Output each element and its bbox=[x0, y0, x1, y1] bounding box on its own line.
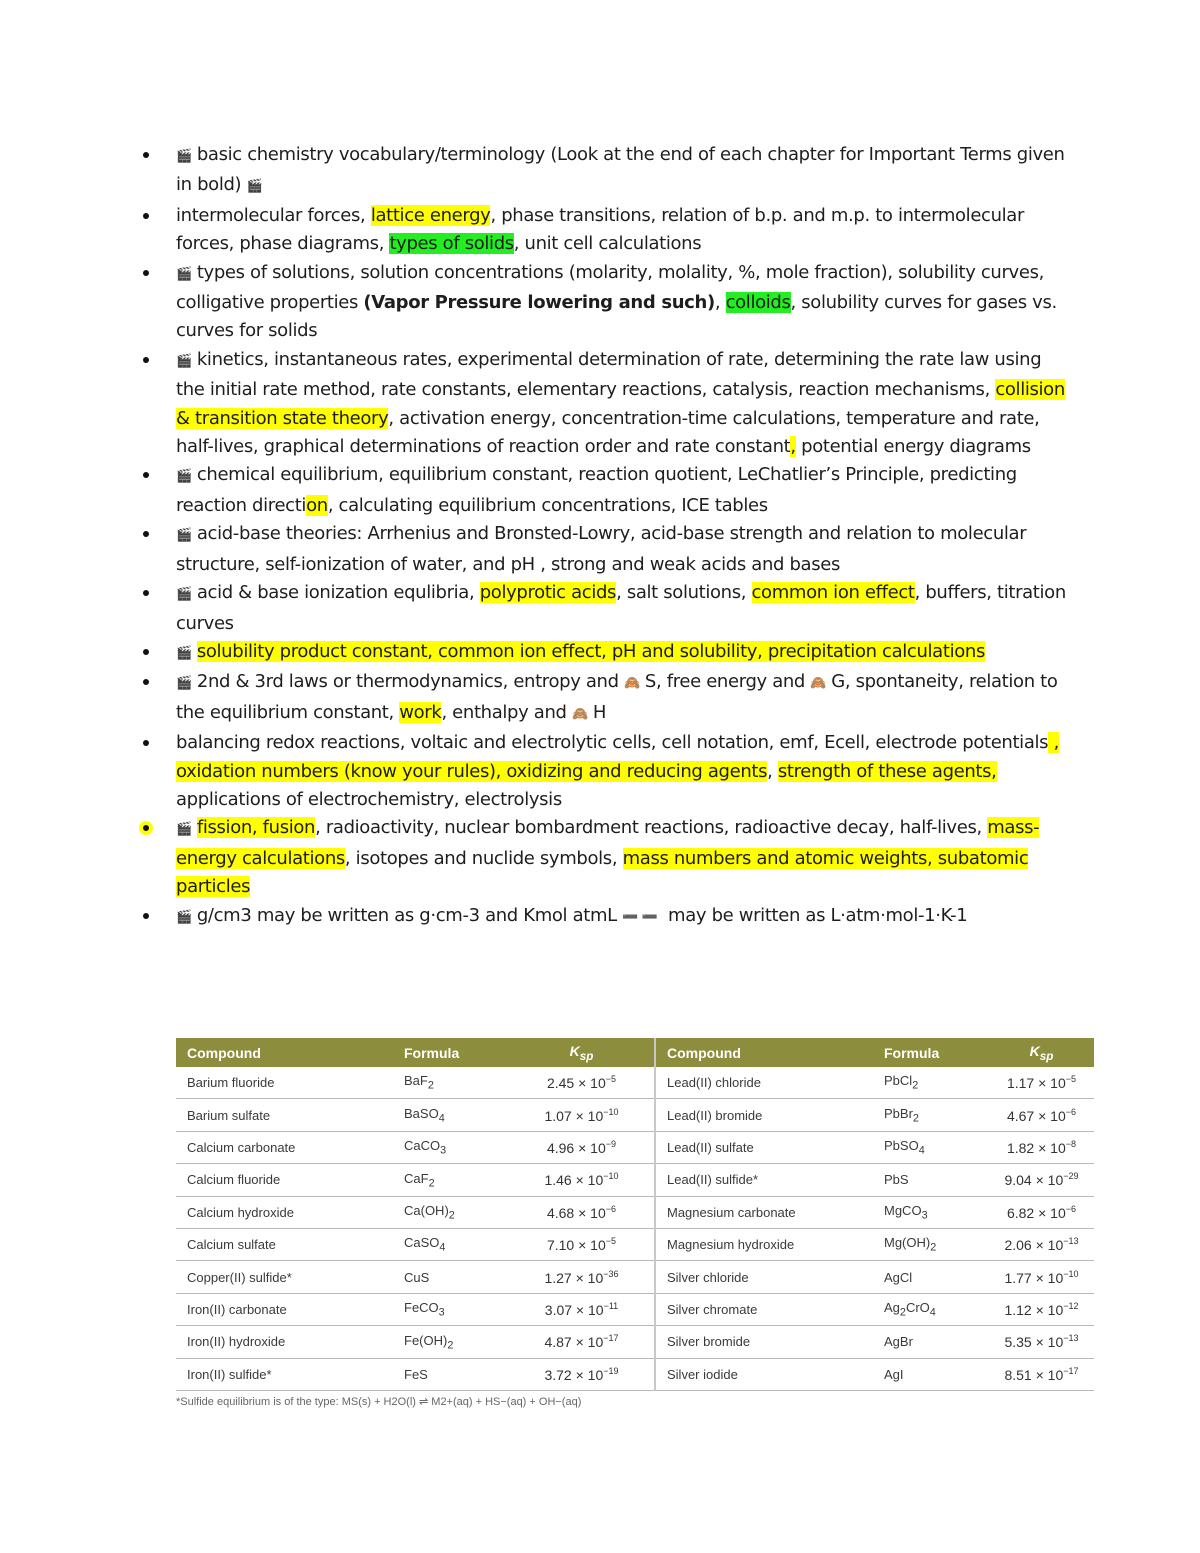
compound-name: Barium fluoride bbox=[176, 1067, 393, 1099]
bullet-icon bbox=[143, 213, 149, 219]
topic-text: acid-base theories: Arrhenius and Bronsted-Lowry, acid-base strength and relation to molecular structure, self-ionization of water, and pH , strong and weak acids and bases bbox=[176, 523, 1027, 575]
table-row bbox=[176, 1293, 1094, 1325]
topic-text: types of solutions, solution concentrations (molarity, molality, %, mole fraction), solubility curves, colligative properties bbox=[176, 261, 1044, 314]
compound-formula: $Ca(OH)_2$ bbox=[393, 1196, 509, 1228]
table-row bbox=[176, 1358, 1094, 1390]
compound-formula: PbSO$_4$ bbox=[873, 1131, 989, 1163]
compound-name: Copper(II) sulfide* bbox=[176, 1261, 393, 1293]
clapper-icon: 🎬 bbox=[176, 266, 192, 282]
topic-text: may be written as L·atm·mol-1·K-1 bbox=[662, 904, 968, 926]
header-ksp bbox=[509, 1038, 655, 1067]
topic-text: , activation energy, concentration-time calculations, temperature and rate, half-lives, graphical determinations of reaction order and rate constant bbox=[176, 407, 1040, 458]
table-footnote: *Sulfide equilibrium is of the type: MS(s) + H2O(l) ⇌ M2+(aq) + HS−(aq) + OH−(aq) bbox=[176, 1396, 582, 1408]
compound-formula: AgCl bbox=[873, 1261, 989, 1293]
table-row bbox=[176, 1228, 1094, 1260]
topic-item bbox=[176, 638, 1066, 668]
table-row bbox=[176, 1261, 1094, 1293]
compound-name: Magnesium hydroxide bbox=[655, 1228, 873, 1260]
topic-text: acid & base ionization equlibria, bbox=[196, 582, 480, 604]
topic-text: , solubility curves for gases vs. curves for solids bbox=[176, 292, 1057, 342]
compound-name: Iron(II) carbonate bbox=[176, 1293, 393, 1325]
topic-item bbox=[176, 668, 1066, 729]
compound-formula: $Mg(OH)_2$ bbox=[873, 1228, 989, 1260]
topic-item bbox=[176, 814, 1066, 901]
compound-formula: AgBr bbox=[873, 1326, 989, 1358]
topic-text: H bbox=[592, 701, 607, 723]
highlighted-term: oxidation numbers (know your rules), oxidizing and reducing agents bbox=[176, 760, 768, 782]
ksp-table bbox=[176, 1038, 1094, 1391]
compound-name: Calcium carbonate bbox=[176, 1131, 393, 1163]
header-formula-2: Formula bbox=[873, 1038, 989, 1067]
ksp-symbol: $K_{sp}$ bbox=[569, 1042, 594, 1063]
ksp-symbol: $K_{sp}$ bbox=[1029, 1042, 1054, 1063]
compound-formula: CaCO$_3$ bbox=[393, 1131, 509, 1163]
table-row bbox=[176, 1067, 1094, 1099]
highlighted-term: mass-energy calculations bbox=[176, 817, 1040, 869]
ksp-table-header-row bbox=[176, 1038, 1094, 1067]
topic-item bbox=[176, 461, 1066, 520]
ksp-value: $9.04 \times 10^{-29}$ bbox=[989, 1164, 1094, 1196]
highlighted-term: collision & transition state theory bbox=[176, 379, 1065, 429]
compound-name: Lead(II) sulfate bbox=[655, 1131, 873, 1163]
bullet-icon bbox=[143, 679, 149, 685]
ksp-value: $1.07 \times 10^{-10}$ bbox=[509, 1099, 655, 1131]
ksp-value: $4.68 \times 10^{-6}$ bbox=[509, 1196, 655, 1228]
topic-text: g/cm3 may be written as g·cm-3 and Kmol atmL bbox=[196, 904, 623, 926]
ksp-table-body bbox=[176, 1067, 1094, 1390]
compound-formula: AgI bbox=[873, 1358, 989, 1390]
compound-formula: BaSO$_4$ bbox=[393, 1099, 509, 1131]
highlighted-term: colloids bbox=[725, 292, 791, 314]
compound-formula: FeS bbox=[393, 1358, 509, 1390]
topic-text: , enthalpy and bbox=[441, 701, 572, 723]
ksp-value: $2.45 \times 10^{-5}$ bbox=[509, 1067, 655, 1099]
compound-name: Lead(II) chloride bbox=[655, 1067, 873, 1099]
topic-text: basic chemistry vocabulary/terminology (Look at the end of each chapter for Important Terms given in bold) bbox=[176, 144, 1065, 196]
symbol-icon: ➖ ➖ bbox=[622, 909, 658, 925]
clapper-icon: 🎬 bbox=[176, 587, 192, 603]
clapper-icon: 🎬 bbox=[176, 909, 192, 925]
topic-list bbox=[176, 141, 1066, 932]
compound-formula: $Fe(OH)_2$ bbox=[393, 1326, 509, 1358]
topic-item bbox=[176, 579, 1066, 638]
header-compound: Compound bbox=[176, 1038, 393, 1067]
compound-name: Iron(II) sulfide* bbox=[176, 1358, 393, 1390]
compound-formula: PbCl$_2$ bbox=[873, 1067, 989, 1099]
ksp-value: $3.07 \times 10^{-11}$ bbox=[509, 1293, 655, 1325]
topic-item bbox=[176, 259, 1066, 346]
topic-item bbox=[176, 729, 1066, 814]
compound-name: Silver chromate bbox=[655, 1293, 873, 1325]
topic-text: , phase transitions, relation of b.p. and m.p. to intermolecular forces, phase diagrams, bbox=[176, 204, 1025, 255]
highlighted-term: solubility product constant, common ion effect, pH and solubility, precipitation calculations bbox=[196, 640, 985, 662]
compound-formula: CaF$_2$ bbox=[393, 1164, 509, 1196]
symbol-icon: 🙈 bbox=[624, 676, 640, 692]
compound-name: Magnesium carbonate bbox=[655, 1196, 873, 1228]
table-row bbox=[176, 1131, 1094, 1163]
clapper-icon: 🎬 bbox=[176, 469, 192, 485]
topic-item bbox=[176, 520, 1066, 579]
header-compound-2: Compound bbox=[655, 1038, 873, 1067]
bullet-icon bbox=[143, 590, 149, 596]
clapper-icon: 🎬 bbox=[176, 528, 192, 544]
highlighted-term: work bbox=[399, 701, 442, 723]
highlighted-term: , bbox=[790, 436, 796, 458]
ksp-value: $1.17 \times 10^{-5}$ bbox=[989, 1067, 1094, 1099]
highlighted-term: on bbox=[306, 494, 328, 516]
highlighted-term: , bbox=[1048, 732, 1059, 754]
compound-name: Silver bromide bbox=[655, 1326, 873, 1358]
topic-text: kinetics, instantaneous rates, experimental determination of rate, determining the rate law using the initial rate method, rate constants, elementary reactions, catalysis, reaction mechanisms, bbox=[176, 348, 1042, 401]
header-formula: Formula bbox=[393, 1038, 509, 1067]
ksp-value: $1.46 \times 10^{-10}$ bbox=[509, 1164, 655, 1196]
ksp-value: $1.82 \times 10^{-8}$ bbox=[989, 1131, 1094, 1163]
clapper-icon: 🎬 bbox=[176, 645, 192, 661]
topic-text: , bbox=[714, 292, 726, 314]
topic-item bbox=[176, 141, 1066, 202]
compound-name: Silver chloride bbox=[655, 1261, 873, 1293]
symbol-icon: 🙈 bbox=[810, 676, 827, 692]
topic-text: G, spontaneity, relation to the equilibrium constant, bbox=[176, 671, 1058, 723]
compound-name: Silver iodide bbox=[655, 1358, 873, 1390]
highlighted-term: polyprotic acids bbox=[479, 582, 617, 604]
bullet-icon bbox=[143, 825, 149, 831]
topic-text: , isotopes and nuclide symbols, bbox=[344, 847, 623, 869]
highlighted-term: strength of these agents, bbox=[777, 760, 997, 782]
topic-text: chemical equilibrium, equilibrium constant, reaction quotient, LeChatlier’s Principle, predicting reaction directi bbox=[176, 464, 1017, 516]
compound-formula: PbBr$_2$ bbox=[873, 1099, 989, 1131]
topic-text: , unit cell calculations bbox=[513, 233, 702, 255]
compound-name: Iron(II) hydroxide bbox=[176, 1326, 393, 1358]
bullet-icon bbox=[143, 357, 149, 363]
topic-text: , buffers, titration curves bbox=[176, 582, 1066, 634]
bold-text: (Vapor Pressure lowering and such) bbox=[363, 292, 715, 314]
topic-item bbox=[176, 902, 1066, 932]
compound-formula: PbS bbox=[873, 1164, 989, 1196]
compound-name: Barium sulfate bbox=[176, 1099, 393, 1131]
ksp-value: $3.72 \times 10^{-19}$ bbox=[509, 1358, 655, 1390]
compound-formula: FeCO$_3$ bbox=[393, 1293, 509, 1325]
highlighted-term: fission, fusion bbox=[196, 817, 316, 839]
table-row bbox=[176, 1099, 1094, 1131]
topic-text: 2nd & 3rd laws or thermodynamics, entropy and bbox=[196, 671, 625, 693]
ksp-value: $1.27 \times 10^{-36}$ bbox=[509, 1261, 655, 1293]
topic-text: , salt solutions, bbox=[616, 582, 752, 604]
highlighted-term: mass numbers and atomic weights, subatomic particles bbox=[176, 847, 1029, 898]
ksp-value: $6.82 \times 10^{-6}$ bbox=[989, 1196, 1094, 1228]
topic-text: applications of electrochemistry, electrolysis bbox=[176, 788, 562, 810]
topic-text: , bbox=[767, 760, 778, 782]
clapper-icon: 🎬 bbox=[176, 149, 192, 164]
compound-name: Calcium sulfate bbox=[176, 1228, 393, 1260]
ksp-value: $1.12 \times 10^{-12}$ bbox=[989, 1293, 1094, 1325]
bullet-icon bbox=[143, 649, 149, 655]
ksp-value: $8.51 \times 10^{-17}$ bbox=[989, 1358, 1094, 1390]
topic-text: intermolecular forces, bbox=[176, 204, 371, 226]
compound-formula: CuS bbox=[393, 1261, 509, 1293]
clapper-icon: 🎬 bbox=[176, 822, 192, 838]
compound-name: Calcium hydroxide bbox=[176, 1196, 393, 1228]
ksp-value: $7.10 \times 10^{-5}$ bbox=[509, 1228, 655, 1260]
highlighted-term: types of solids bbox=[389, 233, 514, 255]
ksp-value: $4.67 \times 10^{-6}$ bbox=[989, 1099, 1094, 1131]
ksp-value: $4.96 \times 10^{-9}$ bbox=[509, 1131, 655, 1163]
topic-text: potential energy diagrams bbox=[795, 436, 1031, 458]
topic-item bbox=[176, 202, 1066, 259]
table-row bbox=[176, 1196, 1094, 1228]
bullet-icon bbox=[143, 740, 149, 746]
compound-formula: $Ag_2CrO_4$ bbox=[873, 1293, 989, 1325]
bullet-icon bbox=[143, 913, 149, 919]
symbol-icon: 🎬 bbox=[246, 179, 263, 195]
topic-text: balancing redox reactions, voltaic and electrolytic cells, cell notation, emf, Ecell, electrode potentials bbox=[176, 732, 1049, 754]
bullet-icon bbox=[143, 531, 149, 537]
highlighted-term: lattice energy bbox=[370, 204, 491, 226]
table-row bbox=[176, 1164, 1094, 1196]
ksp-value: $5.35 \times 10^{-13}$ bbox=[989, 1326, 1094, 1358]
compound-name: Lead(II) bromide bbox=[655, 1099, 873, 1131]
bullet-icon bbox=[143, 152, 149, 158]
bullet-icon bbox=[143, 270, 149, 276]
clapper-icon: 🎬 bbox=[176, 353, 192, 369]
symbol-icon: 🙈 bbox=[572, 706, 588, 722]
ksp-value: $1.77 \times 10^{-10}$ bbox=[989, 1261, 1094, 1293]
highlighted-term: common ion effect bbox=[751, 582, 915, 604]
header-ksp-2 bbox=[989, 1038, 1094, 1067]
topic-text: S, free energy and bbox=[644, 671, 811, 693]
topic-text: , calculating equilibrium concentrations, ICE tables bbox=[327, 494, 768, 516]
topic-item bbox=[176, 346, 1066, 462]
bullet-icon bbox=[143, 472, 149, 478]
compound-name: Calcium fluoride bbox=[176, 1164, 393, 1196]
table-row bbox=[176, 1326, 1094, 1358]
compound-name: Lead(II) sulfide* bbox=[655, 1164, 873, 1196]
compound-formula: MgCO$_3$ bbox=[873, 1196, 989, 1228]
ksp-value: $4.87 \times 10^{-17}$ bbox=[509, 1326, 655, 1358]
clapper-icon: 🎬 bbox=[176, 676, 192, 692]
compound-formula: BaF$_2$ bbox=[393, 1067, 509, 1099]
topic-text: , radioactivity, nuclear bombardment reactions, radioactive decay, half-lives, bbox=[315, 817, 988, 839]
ksp-value: $2.06 \times 10^{-13}$ bbox=[989, 1228, 1094, 1260]
compound-formula: CaSO$_4$ bbox=[393, 1228, 509, 1260]
